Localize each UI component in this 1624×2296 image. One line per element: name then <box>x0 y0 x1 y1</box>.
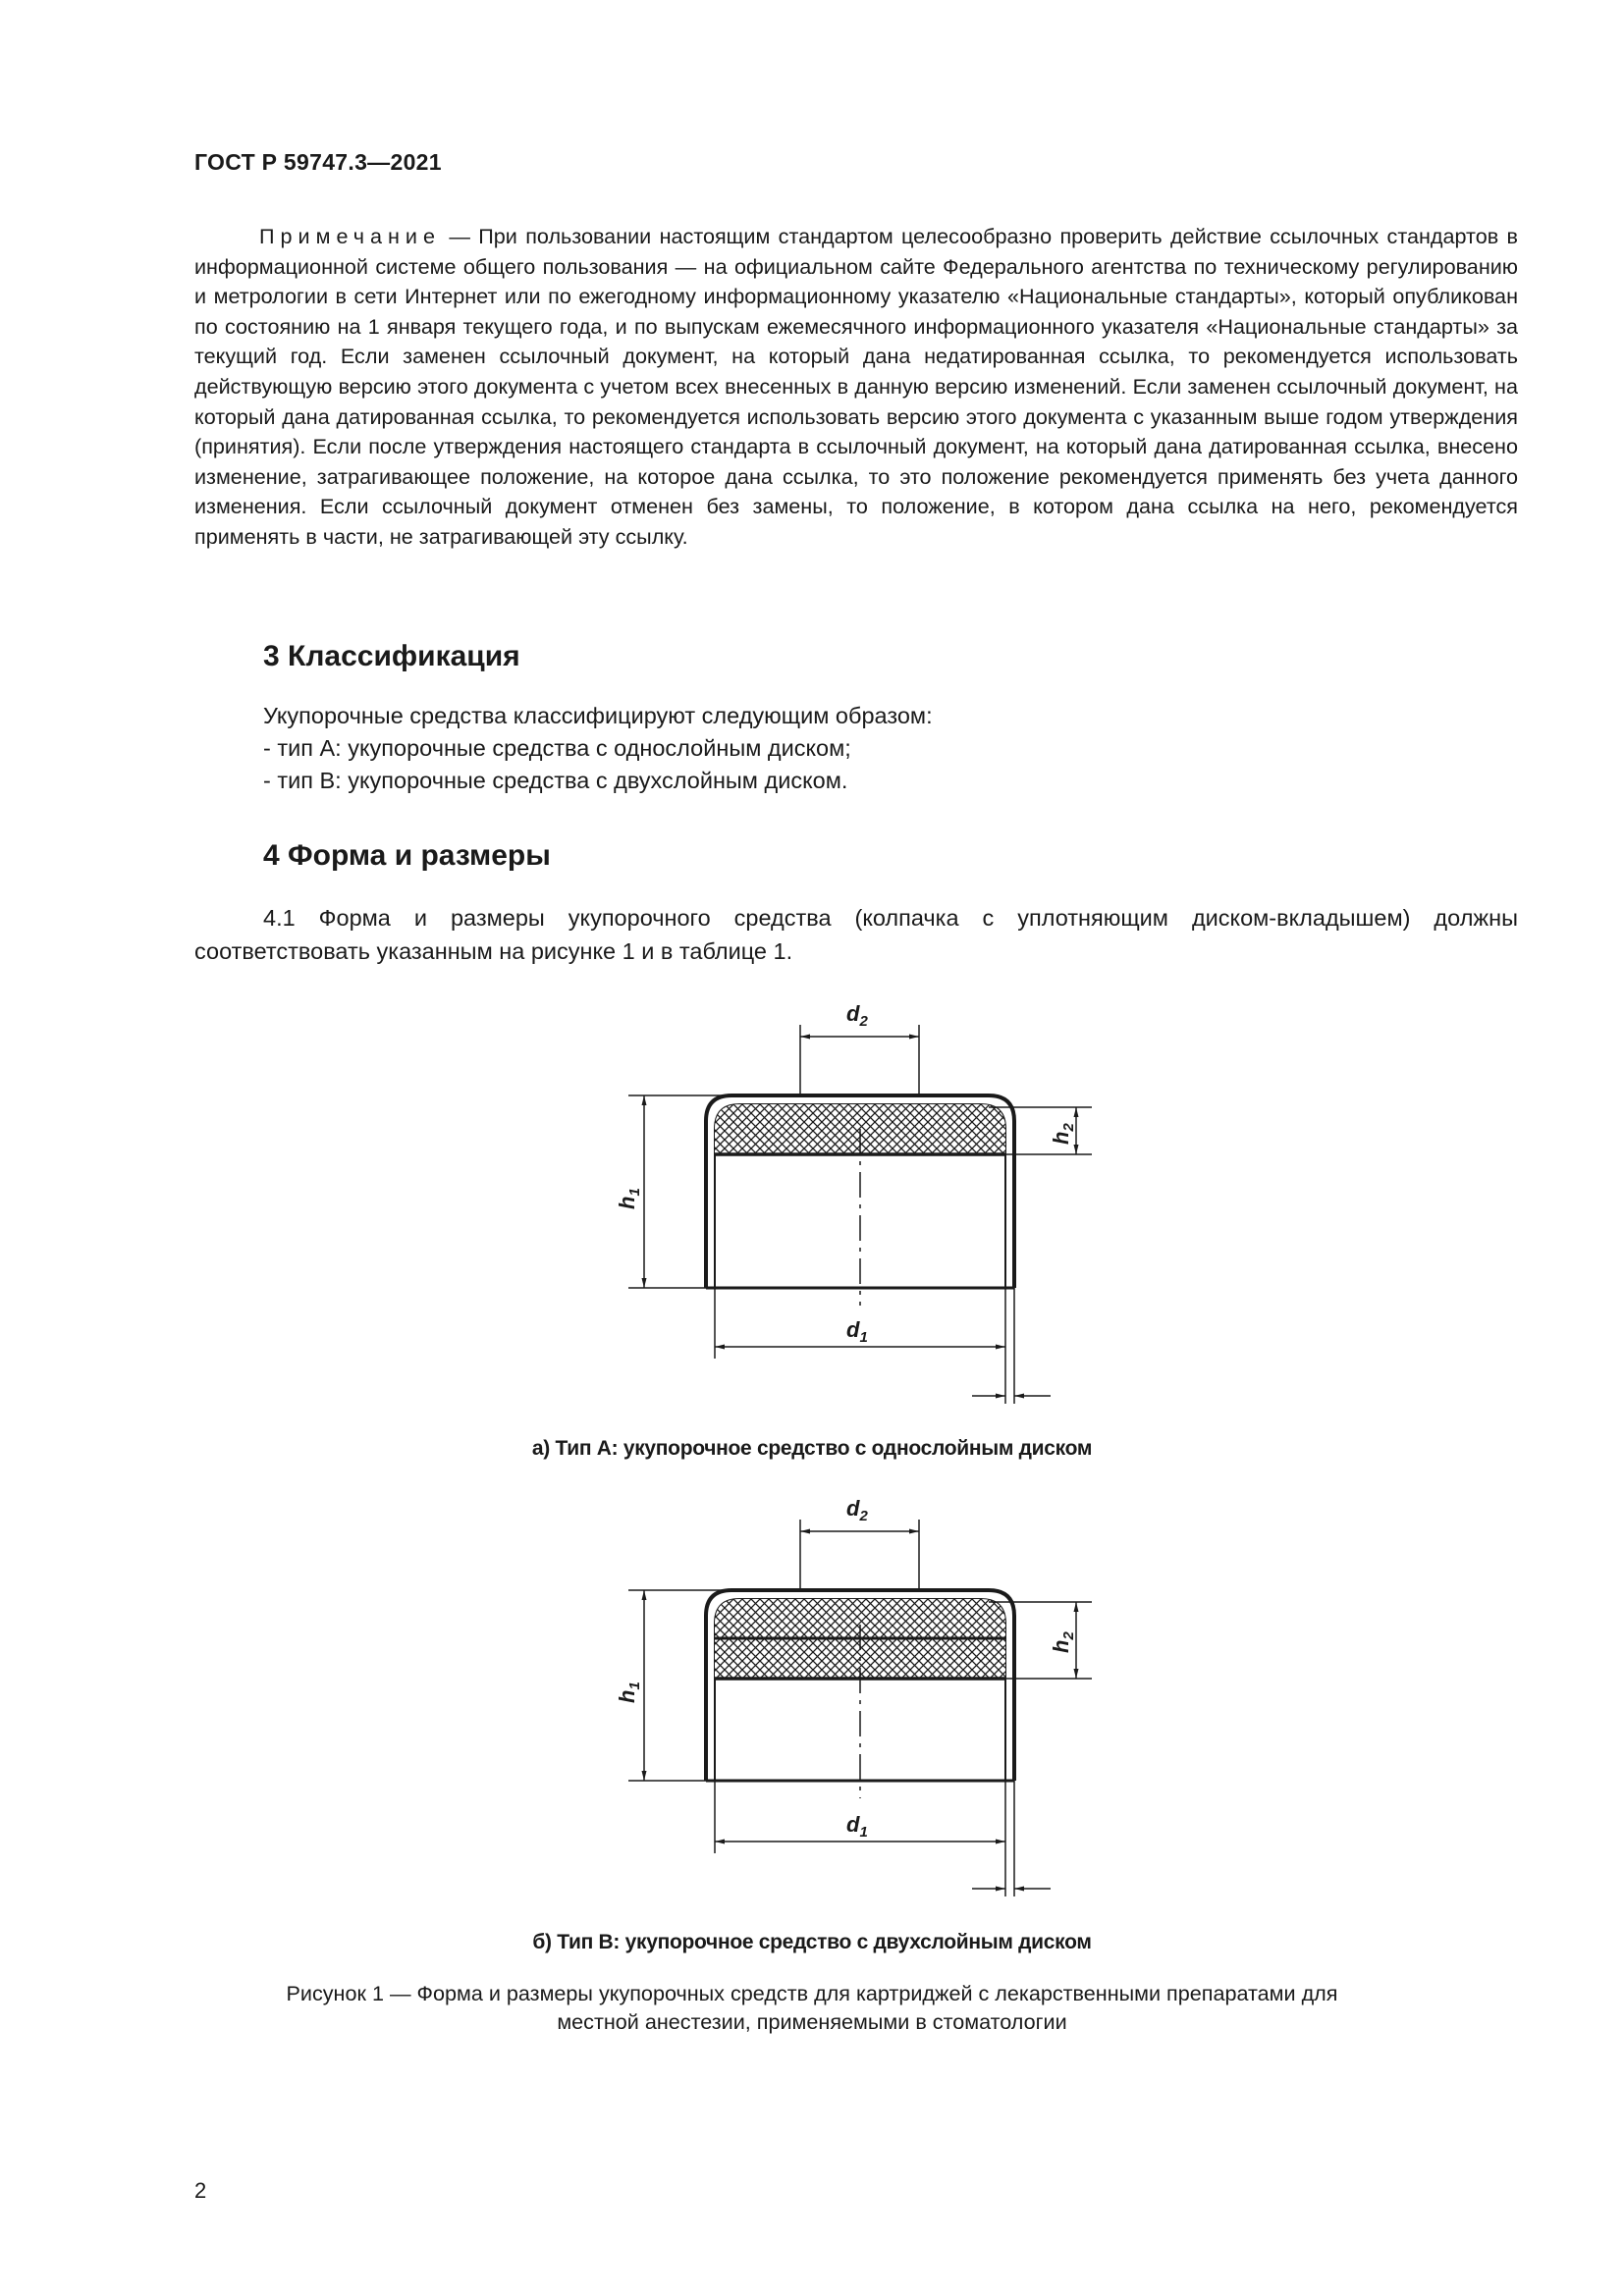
standard-header: ГОСТ Р 59747.3—2021 <box>194 149 442 175</box>
dim-label-d1-a: $d_1$ <box>846 1317 868 1346</box>
page-number: 2 <box>194 2178 207 2203</box>
dim-label-d1-b: $d_1$ <box>846 1812 868 1841</box>
classification-item-b: - тип В: укупорочные средства с двухслойным диском. <box>263 768 848 793</box>
figure-a-drawing <box>628 1025 1092 1404</box>
figure-caption-line-1: Рисунок 1 — Форма и размеры укупорочных средств для картриджей с лекарственными препаратами для <box>286 1981 1338 2005</box>
dim-label-h1-a: $h_1$ <box>615 1188 643 1209</box>
figure-caption-line-2: местной анестезии, применяемыми в стоматологии <box>557 2009 1067 2034</box>
dim-label-h2-b: $h_2$ <box>1049 1631 1077 1653</box>
note-text: — При пользовании настоящим стандартом целесообразно проверить действие ссылочных стандартов в информационной системе общего пользования — на официальном сайте Федерального агентства по техническому регулированию и метрологии в сети Интернет или по ежегодному информационному указателю «Национальные стандарты», который опубликован по состоянию на 1 января текущего года, и по выпускам ежемесячного информационного указателя «Национальные стандарты» за текущий год. Если заменен ссылочный документ, на который дана недатированная ссылка, то рекомендуется использовать действующую версию этого документа с учетом всех внесенных в данную версию изменений. Если заменен ссылочный документ, на который дана датированная ссылка, то рекомендуется использовать версию этого документа с указанным выше годом утверждения (принятия). Если после утверждения настоящего стандарта в ссылочный документ, на который дана датированная ссылка, внесено изменение, затрагивающее положение, на которое дана ссылка, то это положение рекомендуется применять без учета данного изменения. Если ссылочный документ отменен без замены, то положение, в котором дана ссылка на него, рекомендуется применять в части, не затрагивающей эту ссылку. <box>194 224 1518 549</box>
figure-a-caption: а) Тип А: укупорочное средство с однослойным диском <box>531 1437 1093 1460</box>
classification-item-a: - тип А: укупорочные средства с однослойным диском; <box>263 735 851 761</box>
classification-intro: Укупорочные средства классифицируют следующим образом: <box>263 703 933 728</box>
dim-label-d2-b: $d_2$ <box>846 1496 868 1524</box>
section-3-title: 3 Классификация <box>263 640 520 672</box>
note-label: Примечание <box>259 224 441 248</box>
dim-label-h1-b: $h_1$ <box>615 1682 643 1703</box>
figure-b-caption: б) Тип В: укупорочное средство с двухслойным диском <box>532 1931 1092 1953</box>
figure-a-labels <box>615 1001 1077 1346</box>
paragraph-4-1: 4.1 Форма и размеры укупорочного средства (колпачка с уплотняющим диском-вкладышем) должны соответствовать указанным на рисунке 1 и в таблице 1. <box>194 905 1518 964</box>
figure-1-caption <box>216 1979 1408 2036</box>
dim-label-d2-a: $d_2$ <box>846 1001 868 1030</box>
dim-label-h2-a: $h_2$ <box>1049 1123 1077 1145</box>
section-4-title: 4 Форма и размеры <box>263 839 551 872</box>
